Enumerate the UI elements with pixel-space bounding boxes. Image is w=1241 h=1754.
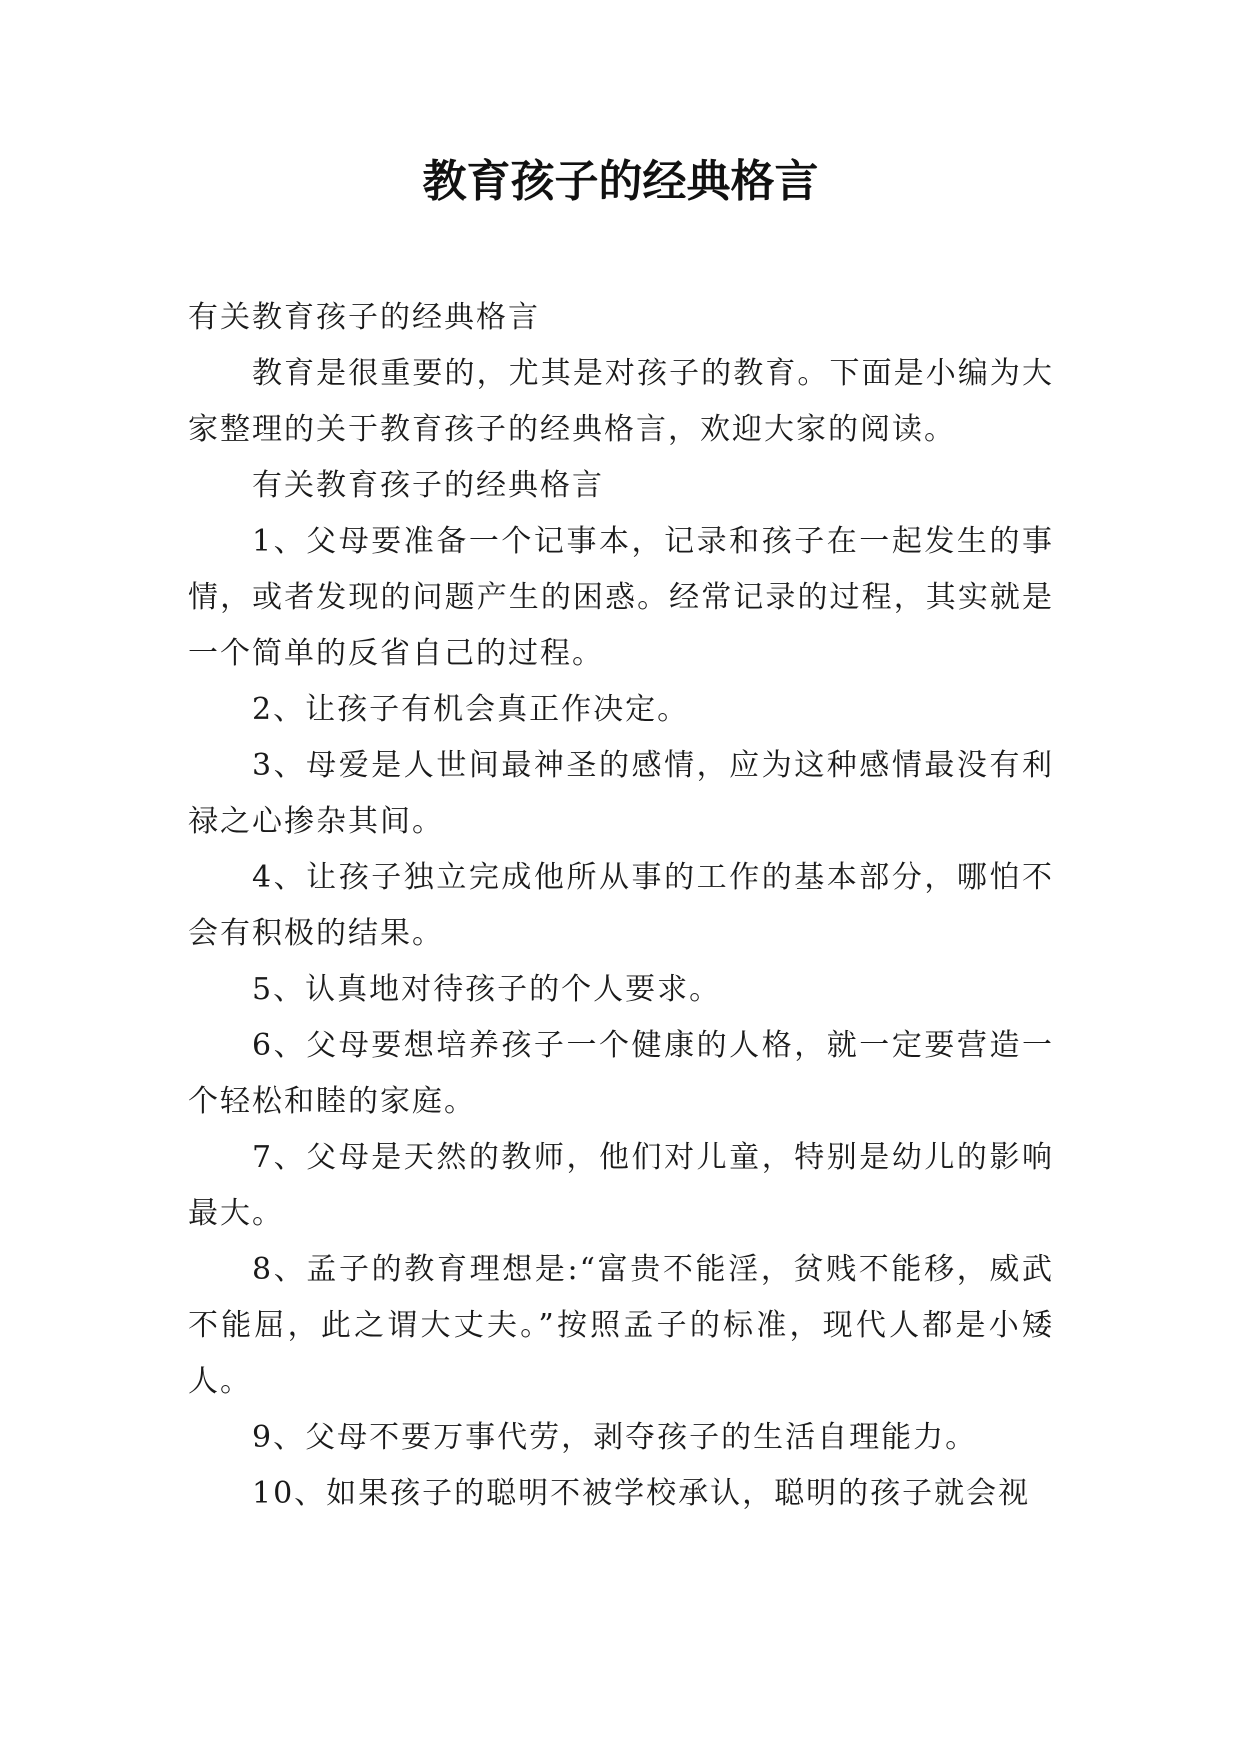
paragraph-item: 2、让孩子有机会真正作决定。 — [252, 692, 690, 727]
paragraph-item: 7、父母是天然的教师，他们对儿童，特别是幼儿的影响最大。 — [188, 1140, 1054, 1231]
document-body — [188, 290, 1054, 1522]
paragraph-intro: 教育是很重要的，尤其是对孩子的教育。下面是小编为大家整理的关于教育孩子的经典格言，欢迎大家的阅读。 — [188, 356, 1054, 447]
paragraph-item: 6、父母要想培养孩子一个健康的人格，就一定要营造一个轻松和睦的家庭。 — [188, 1028, 1054, 1119]
document-title: 教育孩子的经典格言 — [422, 156, 819, 207]
paragraph-item: 10、如果孩子的聪明不被学校承认，聪明的孩子就会视 — [252, 1476, 1031, 1511]
paragraph-item: 8、孟子的教育理想是:“富贵不能淫，贫贱不能移，威武不能屈，此之谓大丈夫。”按照孟子的标准，现代人都是小矮人。 — [188, 1252, 1054, 1399]
paragraph-heading: 有关教育孩子的经典格言 — [252, 468, 604, 503]
paragraph-item: 9、父母不要万事代劳，剥夺孩子的生活自理能力。 — [252, 1420, 978, 1455]
paragraph-item: 4、让孩子独立完成他所从事的工作的基本部分，哪怕不会有积极的结果。 — [188, 860, 1054, 951]
paragraph-item: 5、认真地对待孩子的个人要求。 — [252, 972, 722, 1007]
paragraph-subtitle: 有关教育孩子的经典格言 — [188, 300, 540, 335]
paragraph-item: 3、母爱是人世间最神圣的感情，应为这种感情最没有利禄之心掺杂其间。 — [188, 748, 1054, 839]
paragraph-item: 1、父母要准备一个记事本，记录和孩子在一起发生的事情，或者发现的问题产生的困惑。经常记录的过程，其实就是一个简单的反省自己的过程。 — [188, 524, 1054, 671]
